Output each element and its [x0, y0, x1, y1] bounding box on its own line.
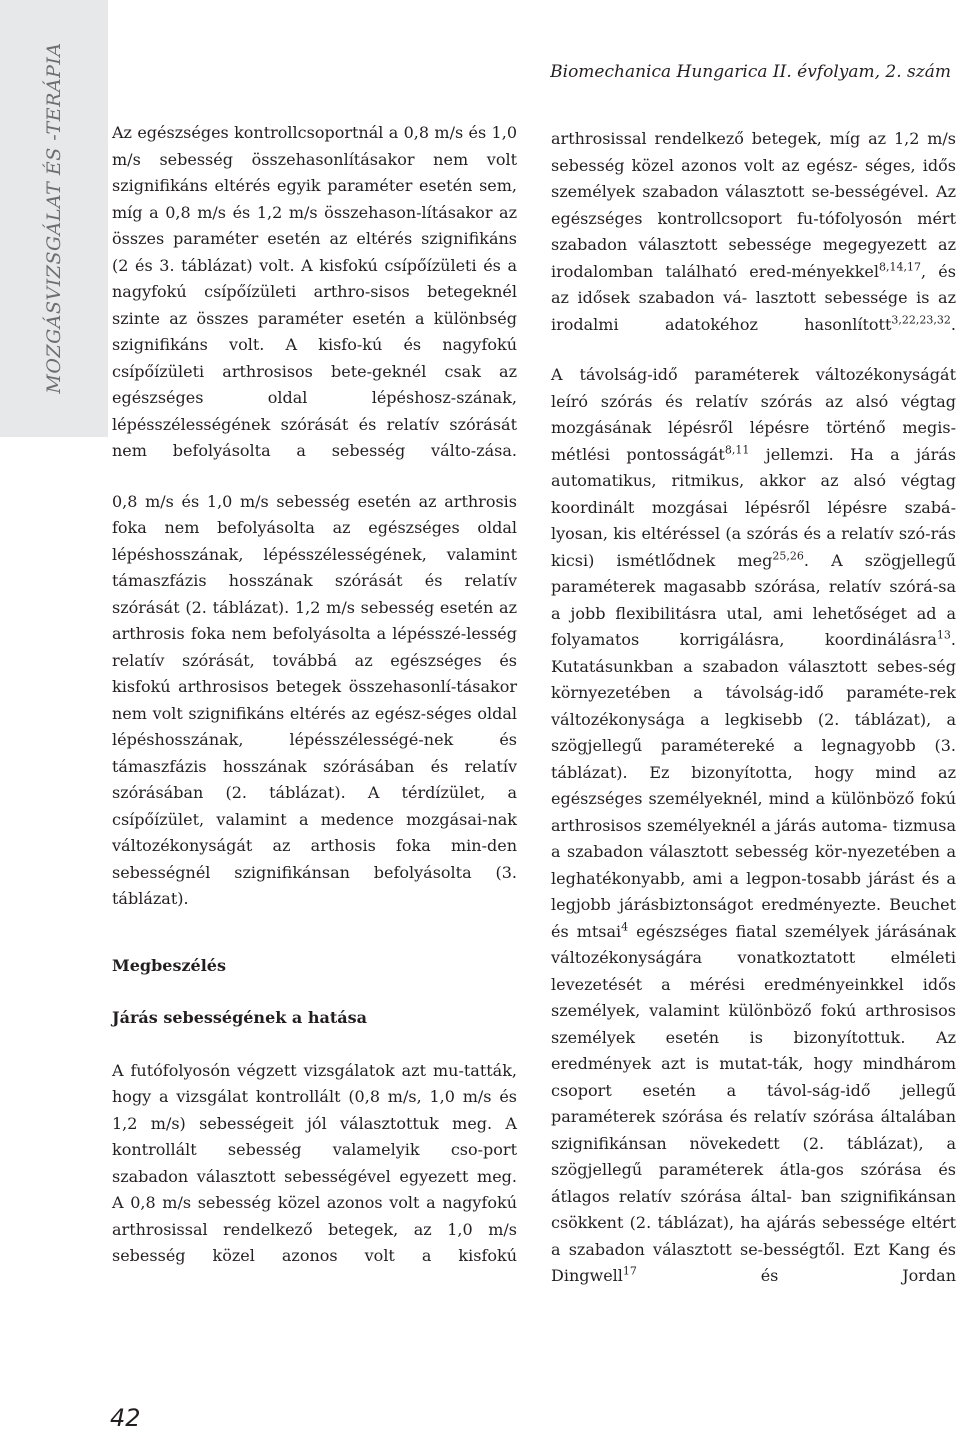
section-label: MOZGÁSVIZSGÁLAT ÉS -TERÁPIA — [43, 42, 65, 394]
side-tab — [0, 0, 108, 437]
left-paragraph-3: A futófolyosón végzett vizsgálatok azt mu-tatták, hogy a vizsgálat kontrollált (0,8 m/s, 1,0 m/s és 1,2 m/s) sebességeit jól választottuk meg. A kontrollált sebesség valamelyik cso-port szabadon választott sebességével egyezett meg. A 0,8 m/s sebesség közel azonos volt a nagyfokú arthrosissal rendelkező betegek, az 1,0 m/s sebesség közel azonos volt a kisfokú — [112, 1060, 518, 1265]
page-number: 42 — [110, 1404, 141, 1432]
left-paragraph-2: 0,8 m/s és 1,0 m/s sebesség esetén az arthrosis foka nem befolyásolta az egészséges oldal lépéshosszának, lépésszélességének, valamint támaszfázis hosszának szórását és relatív szórását (2. táblázat). 1,2 m/s sebesség esetén az arthrosis foka nem befolyásolta a lépésszé-lesség relatív szórását, továbbá az egészséges és kisfokú arthrosisos betegek összehasonlí-tásakor nem volt szignifikáns eltérés az egész-séges oldal lépéshosszának, lépésszélességé-nek és támaszfázis hosszának szórásában és relatív szórásában (2. táblázat). A térdízület, a csípőízület, valamint a medence mozgásai-nak változékonyságát az arthosis foka min-den sebességnél szignifikánsan befolyásolta (3. táblázat). — [112, 491, 517, 908]
running-header: Biomechanica Hungarica II. évfolyam, 2. szám — [550, 62, 951, 82]
discussion-heading: Megbeszélés — [112, 955, 226, 975]
right-paragraph-1: arthrosissal rendelkező betegek, míg az 1,2 m/s sebesség közel azonos volt az egész- séges, idős személyek szabadon választott se-bességével. Az egészséges kontrollcsoport fu-tófolyosón mért szabadon választott sebessége megegyezett az irodalomban található ered-ményekkel$^{8,14,17}$, és az idősek szabadon vá- lasztott sebessége is az irodalmi adatokéhoz hasonlított$^{3,22,23,32}$. — [551, 129, 957, 334]
left-column — [112, 120, 517, 1270]
walking-speed-heading: Járás sebességének a hatása — [112, 1008, 367, 1027]
right-paragraph-2: A távolság-idő paraméterek változékonyságát leíró szórás és relatív szórás az alsó végtag mozgásának lépésről lépésre történő megis-métlési pontosságát$^{8,11}$ jellemzi. Ha a járás automatikus, ritmikus, akkor az alsó végtag koordinált mozgásai lépésről lépésre szabá-lyosan, kis eltéréssel (a szórás és a relatív szó-rás kicsi) ismétlődnek meg$^{25,26}$. A szögjellegű paraméterek magasabb szórása, relatív szórá-sa a jobb flexibilitásra utal, ami lehetőséget ad a folyamatos korrigálásra, koordinálásra$^{13}$. Kutatásunkban a szabadon választott sebes-ség környezetében a távolság-idő paraméte-rek változékonysága a legkisebb (2. táblázat), a szögjellegű paramétereké a legnagyobb (3. táblázat). Ez bizonyította, hogy mind az egészséges személyeknél, mind a különböző fokú arthrosisos személyeknél a járás automa- tizmusa a szabadon választott sebesség kör-nyezetében a leghatékonyabb, ami a legpon-tosabb járást és a legjobb járásbiztonságot eredményezte. Beuchet és mtsai$^4$ egészséges fiatal személyek járásának változékonyságára vonatkoztatott elméleti levezetését a mérési eredményeinkkel idős személyek, valamint különböző fokú arthrosisos személyek esetén is bizonyítottuk. Az eredmények azt is mutat-ták, hogy mindhárom csoport esetén a távol-ság-idő jellegű paraméterek szórása és relatív szórása általában szignifikánsan növekedett (2. táblázat), a szögjellegű paraméterek átla-gos szórása és átlagos relatív szórása által- ban szignifikánsan csökkent (2. táblázat), ha ajárás sebessége eltért a szabadon választott se-bességtől. Ezt Kang és Dingwell$^{17}$ és Jordan — [551, 365, 957, 1285]
left-paragraph-1: Az egészséges kontrollcsoportnál a 0,8 m/s és 1,0 m/s sebesség összehasonlításakor nem volt szignifikáns eltérés egyik paraméter esetén sem, míg a 0,8 m/s és 1,2 m/s összehason-lításakor az összes paraméter esetén az eltérés szignifikáns (2 és 3. táblázat) volt. A kisfokú csípőízületi és a nagyfokú csípőízületi arthro-sisos betegeknél szinte az összes paraméter esetén a különbség szignifikáns volt. A kisfo-kú és nagyfokú csípőízületi arthrosisos bete-geknél csak az egészséges oldal lépéshosz-szának, lépésszélességének szórását és relatív szórását nem befolyásolta a sebesség válto-zása. — [112, 123, 518, 460]
right-column — [551, 126, 956, 1290]
